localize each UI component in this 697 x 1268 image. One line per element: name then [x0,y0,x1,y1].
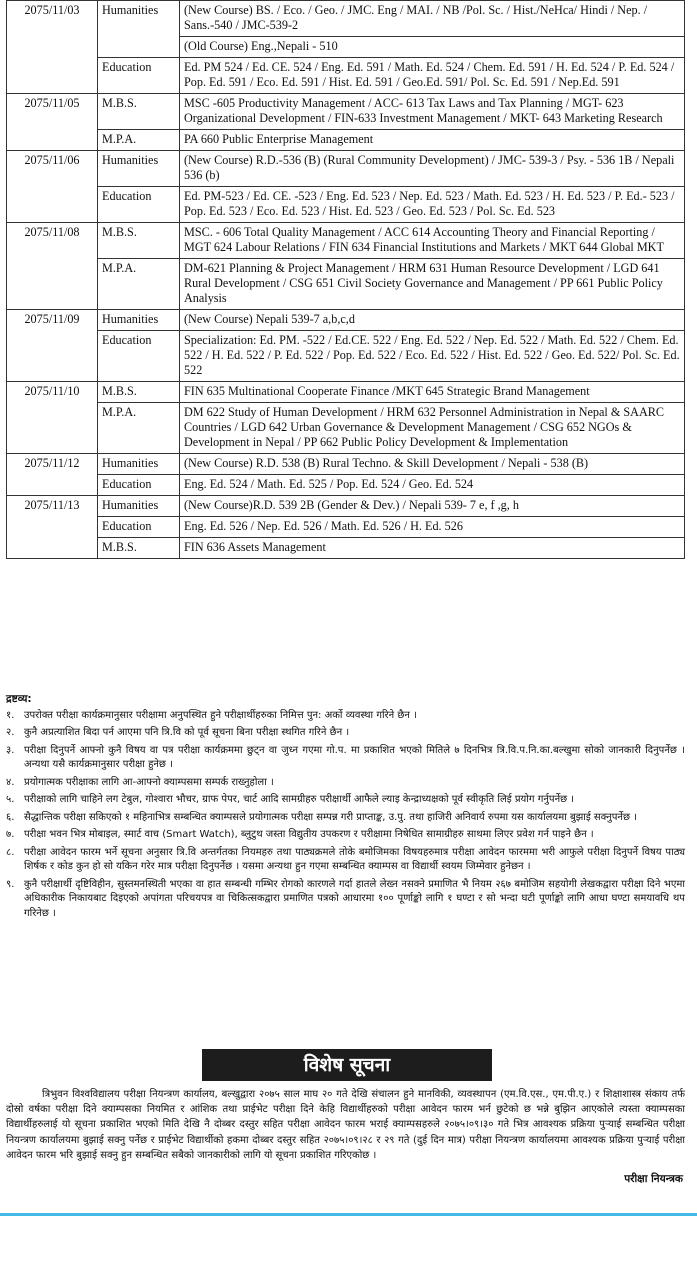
schedule-table [6,0,685,559]
note-item [6,828,685,843]
table-row [7,331,685,382]
table-row [7,94,685,130]
note-text: परीक्षा भवन भित्र मोबाइल, स्मार्ट वाच (Smart Watch), ब्लुटुथ जस्ता विद्युतीय उपकरण र परीक्षामा निषेधित सामाग्रीहरु साथमा लिएर प्रवेश गर्न पाइने छैन । [24,829,594,840]
subject-list: (New Course) Nepali 539-7 a,b,c,d [180,310,685,331]
faculty-name: M.P.A. [98,259,180,310]
subject-list: PA 660 Public Enterprise Management [180,130,685,151]
faculty-name: Humanities [98,1,180,58]
faculty-name: Humanities [98,151,180,187]
special-notice-banner: विशेष सूचना [202,1049,492,1081]
faculty-name: M.P.A. [98,403,180,454]
exam-date: 2075/11/12 [7,454,98,496]
table-row [7,454,685,475]
note-text: परीक्षाको लागि चाहिने लग टेबुल, गोश्वारा भौचर, ग्राफ पेपर, चार्ट आदि सामग्रीहरु परीक्षार्थी आफैले ल्याइ केन्द्राध्यक्षको पूर्व स्वीकृति लिई प्रयोग गर्नुपर्नेछ । [24,794,575,805]
note-number: ७. [6,829,15,840]
note-item [6,811,685,826]
subject-list: (Old Course) Eng.,Nepali - 510 [180,37,685,58]
note-item [6,744,685,773]
subject-list: MSC. - 606 Total Quality Management / ACC 614 Accounting Theory and Financial Reporting / MGT 624 Labour Relations / FIN 634 Financial Institutions and Markets / MKT 644 Global MKT [180,223,685,259]
note-text: परीक्षा दिनुपर्ने आफ्नो कुनै विषय वा पत्र परीक्षा कार्यक्रममा छुट्न वा जुध्न गएमा गो.प. मा प्रकाशित भएको मितिले ७ दिनभित्र त्रि.वि.प.नि.का.बल्खुमा सोको जानकारी दिनुपर्नेछ । अन्यथा यसै कार्यक्रमानुसार परीक्षा हुनेछ । [24,744,685,770]
subject-list: Specialization: Ed. PM. -522 / Ed.CE. 522 / Eng. Ed. 522 / Nep. Ed. 522 / Math. Ed. 522 / Chem. Ed. 522 / H. Ed. 522 / P. Ed. 522 / Pop. Ed. 522 / Eco. Ed. 522 / Hist. Ed. 522 / Geo. Ed. 522/ Pol. Sc. Ed. 522 [180,331,685,382]
table-row [7,130,685,151]
subject-list: Ed. PM-523 / Ed. CE. -523 / Eng. Ed. 523 / Nep. Ed. 523 / Math. Ed. 523 / H. Ed. 523 / P. Ed.- 523 / Pop. Ed. 523 / Eco. Ed. 523 / Hist. Ed. 523 / Geo. Ed. 523 / Pol. Sc. Ed. 523 [180,187,685,223]
table-row [7,259,685,310]
exam-date: 2075/11/06 [7,151,98,223]
note-item [6,793,685,808]
faculty-name: Humanities [98,496,180,517]
faculty-name: Humanities [98,454,180,475]
subject-list: Ed. PM 524 / Ed. CE. 524 / Eng. Ed. 591 / Math. Ed. 524 / Chem. Ed. 591 / H. Ed. 524 / P. Ed. 524 / Pop. Ed. 591 / Eco. Ed. 591 / Hist. Ed. 591 / Geo.Ed. 591/ Pol. Sc. Ed. 591 / Nep.Ed. 591 [180,58,685,94]
faculty-name: Education [98,58,180,94]
faculty-name: M.P.A. [98,130,180,151]
subject-list: DM-621 Planning & Project Management / HRM 631 Human Resource Development / LGD 641 Rural Development / CSG 651 Civil Society Governance and Management / PP 661 Public Policy Analysis [180,259,685,310]
subject-list: Eng. Ed. 524 / Math. Ed. 525 / Pop. Ed. 524 / Geo. Ed. 524 [180,475,685,496]
note-number: ६. [6,811,15,823]
faculty-name: M.B.S. [98,538,180,559]
notes-section [6,692,685,924]
table-row [7,496,685,517]
faculty-name: Education [98,517,180,538]
bottom-rule [0,1213,697,1216]
signature: परीक्षा नियन्त्रक [624,1173,683,1185]
table-row [7,223,685,259]
subject-list: MSC -605 Productivity Management / ACC- 613 Tax Laws and Tax Planning / MGT- 623 Organizational Development / FIN-633 Investment Management / MKT- 643 Marketing Research [180,94,685,130]
subject-list: (New Course) R.D.-536 (B) (Rural Community Development) / JMC- 539-3 / Psy. - 536 1B / Nepali 536 (b) [180,151,685,187]
note-number: ३. [6,744,15,756]
note-text: कुनै अप्रत्याशित बिदा पर्न आएमा पनि त्रि.वि को पूर्व सूचना बिना परीक्षा स्थगित गरिने छैन । [24,727,350,738]
exam-schedule [6,0,685,559]
table-row [7,538,685,559]
subject-list: (New Course)R.D. 539 2B (Gender & Dev.) / Nepali 539- 7 e, f ,g, h [180,496,685,517]
faculty-name: Education [98,475,180,496]
note-item [6,709,685,724]
note-text: प्रयोगात्मक परीक्षाका लागि आ-आफ्नो क्याम्पसमा सम्पर्क राख्नुहोला । [24,776,274,788]
faculty-name: Education [98,331,180,382]
subject-list: FIN 636 Assets Management [180,538,685,559]
note-item [6,846,685,875]
note-item [6,878,685,922]
faculty-name: Education [98,187,180,223]
table-row [7,151,685,187]
faculty-name: M.B.S. [98,94,180,130]
table-row [7,187,685,223]
note-item [6,726,685,741]
exam-date: 2075/11/05 [7,94,98,151]
notes-list [6,709,685,922]
note-number: २. [6,727,15,738]
subject-list: (New Course) R.D. 538 (B) Rural Techno. & Skill Development / Nepali - 538 (B) [180,454,685,475]
exam-date: 2075/11/03 [7,1,98,94]
subject-list: (New Course) BS. / Eco. / Geo. / JMC. Eng / MAI. / NB /Pol. Sc. / Hist./NeHca/ Hindi / Nep. / Sans.-540 / JMC-539-2 [180,1,685,37]
table-row [7,517,685,538]
subject-list: Eng. Ed. 526 / Nep. Ed. 526 / Math. Ed. 526 / H. Ed. 526 [180,517,685,538]
note-text: परीक्षा आवेदन फारम भर्ने सूचना अनुसार त्रि.वि अन्तर्गतका नियमहरु तथा पाठ्यक्रमले तोके बमोजिमका विषयहरुमात्र परीक्षा आवेदन फारममा भरी आफुले परीक्षा दिनुपर्ने विषय पाठ्य शिर्षक र कोड कुन हो सो यकिन गरेर मात्र परीक्षा दिनुपर्नेछ । यसमा अन्यथा हुन गएमा सम्बन्धित क्याम्पस वा विद्यार्थी स्वयम जिम्मेवार हुनेछन । [24,846,685,872]
note-item [6,776,685,791]
special-notice-body: त्रिभुवन विश्वविद्यालय परीक्षा नियन्त्रण कार्यालय, बल्खुद्वारा २०७५ साल माघ २० गते देखि संचालन हुने मानविकी, व्यवस्थापन (एम.वि.एस., एम.पी.ए.) र शिक्षाशास्त्र संकाय तर्फ दोस्रो वर्षका परीक्षा दिने क्याम्पसका नियमित र आंशिक तथा प्राईभेट परीक्षा दिने केहि विद्यार्थीहरुको परीक्षा आवेदन फारम भर्न छुटेको छ भन्ने बुझिन आएकोले त्यस्ता क्याम्पसका विद्यार्थीहरुलाई यो सूचना प्रकाशित भएको मिति देखि नै दोब्बर दस्तुर सहित परीक्षा आवेदन फारम भराई क्याम्पसहरुले २०७५।०९।३० गते भित्र आवश्यक प्रक्रिया पुऱ्याई सम्बन्धित परीक्षा नियन्त्रण कार्यालयमा बुझाई सक्नु पर्नेछ र प्राईभेट विद्यार्थीको हकमा दोब्बर दस्तुर सहित २०७५।०९।२८ र २९ गते (दुई दिन मात्र) परीक्षा नियन्त्रण कार्यालयमा आवश्यक प्रक्रिया पुऱ्याई परीक्षा आवेदन फारम भरि बुझाई सक्नु हुन सम्बन्धित सबैको जानकारीको लागि यो सूचना प्रकाशित गरिएकोछ । [6,1089,685,1161]
subject-list: DM 622 Study of Human Development / HRM 632 Personnel Administration in Nepal & SAARC Countries / LGD 642 Urban Governance & Development Management / CSG 652 NGOs & Development in Nepal / PP 662 Public Policy Development & Implementation [180,403,685,454]
table-row [7,1,685,37]
table-row [7,310,685,331]
note-text: उपरोक्त परीक्षा कार्यक्रमानुसार परीक्षामा अनुपस्थित हुने परीक्षार्थीहरुका निमित्त पुन: अर्को व्यवस्था गरिने छैन । [24,709,417,721]
subject-list: FIN 635 Multinational Cooperate Finance /MKT 645 Strategic Brand Management [180,382,685,403]
exam-date: 2075/11/08 [7,223,98,310]
faculty-name: M.B.S. [98,382,180,403]
note-text: कुनै परीक्षार्थी दृष्टिविहीन, सुस्तमनस्थिती भएका वा हात सम्बन्धी गम्भिर रोगको कारणले गर्दा हातले लेख्न नसक्ने प्रमाणित भै नियम २६७ बमोजिम सहयोगी लेखकद्वारा परीक्षा दिने भएमा अधिकारीक निकायबाट दिइएको अपांगता परिचयपत्र वा चिकित्सकद्वारा प्रमाणित पत्रको आधारमा १०० पूर्णाङ्को लागि १ घण्टा र सो भन्दा घटी पूर्णाङ्को लागि आधा घण्टा समयावधि थप गरिनेछ । [24,878,685,919]
faculty-name: M.B.S. [98,223,180,259]
table-row [7,382,685,403]
note-text: सैद्धान्तिक परीक्षा सकिएको १ महिनाभित्र सम्बन्धित क्याम्पसले प्रयोगात्मक परीक्षा सम्पन्न गरी प्राप्ताङ्क, उ.पु. तथा हाजिरी अनिवार्य रुपमा यस कार्यालयमा बुझाई सक्नुपर्नेछ । [24,811,637,823]
table-row [7,475,685,496]
table-row [7,403,685,454]
note-number: ८. [6,846,15,858]
note-number: ९. [6,878,15,890]
exam-date: 2075/11/13 [7,496,98,559]
exam-date: 2075/11/10 [7,382,98,454]
notes-heading: द्रष्टव्य: [6,693,32,705]
note-number: १. [6,709,15,721]
exam-date: 2075/11/09 [7,310,98,382]
note-number: ५. [6,794,15,805]
table-row [7,58,685,94]
faculty-name: Humanities [98,310,180,331]
note-number: ४. [6,776,15,788]
